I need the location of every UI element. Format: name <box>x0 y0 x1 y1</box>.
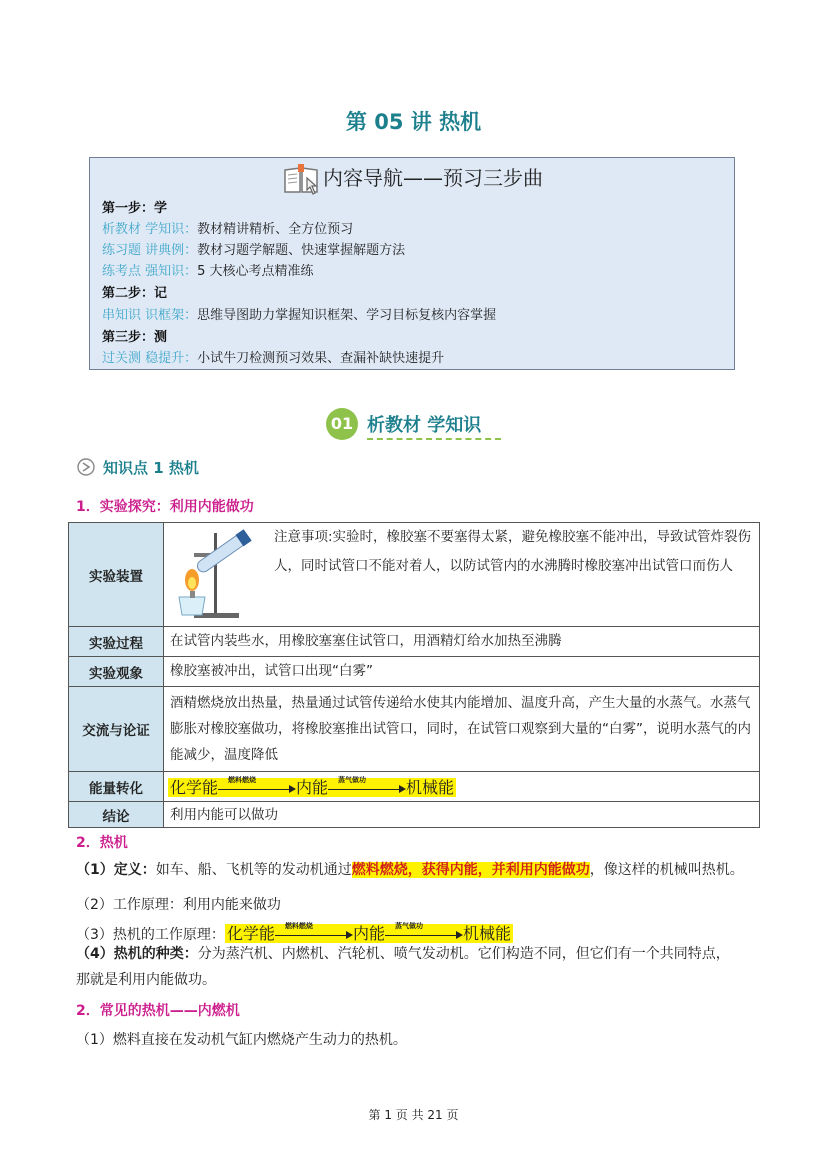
knowledge-point-text: 知识点 1 热机 <box>103 459 199 477</box>
chain-arrow-icon <box>218 775 296 796</box>
table-value: 利用内能可以做功 <box>164 802 760 828</box>
chain-arrow-label: 燃料燃烧 <box>228 775 257 784</box>
book-pointer-icon <box>283 164 321 196</box>
table-label: 实验装置 <box>69 523 164 627</box>
chain-arrow-label: 蒸气做功 <box>394 921 423 930</box>
principle-chain-line <box>76 921 513 944</box>
chain-arrow-icon <box>385 921 463 942</box>
nav-line-1-text: 教材精讲精析、全方位预习 <box>197 222 354 237</box>
chain-mechanical: 机械能 <box>406 778 455 797</box>
nav-step-1: 第一步：学 <box>102 201 168 216</box>
table-cell <box>164 523 760 627</box>
nav-line-3-text: 5 大核心考点精准练 <box>197 264 314 279</box>
types-text-1: 分为蒸汽机、内燃机、汽轮机、喷气发动机。它们构造不同，但它们有一个共同特点， <box>197 946 730 962</box>
table-label: 交流与论证 <box>69 687 164 772</box>
ice-text: （1）燃料直接在发动机气缸内燃烧产生动力的热机。 <box>76 1032 407 1048</box>
types-line <box>76 943 730 963</box>
nav-line-4 <box>102 305 496 326</box>
chain-arrow-icon <box>275 921 353 942</box>
chain-mechanical: 机械能 <box>462 924 511 943</box>
knowledge-point-heading <box>77 457 199 478</box>
nav-line-3 <box>102 261 314 282</box>
table-row <box>69 523 760 627</box>
nav-heading <box>90 162 736 196</box>
page-footer: 第 1 页 共 21 页 <box>368 1108 459 1122</box>
table-value: 橡胶塞被冲出，试管口出现“白雾” <box>164 657 760 687</box>
experiment-table <box>68 522 760 828</box>
chain-internal: 内能 <box>352 924 385 943</box>
table-row <box>69 657 760 687</box>
chain-chemical: 化学能 <box>226 924 275 943</box>
nav-heading-text: 内容导航——预习三步曲 <box>323 166 543 190</box>
principle-chain-label: （3）热机的工作原理： <box>76 927 225 943</box>
nav-line-3-key: 练考点 强知识： <box>102 264 198 279</box>
nav-line-5-text: 小试牛刀检测预习效果、查漏补缺快速提升 <box>197 351 445 366</box>
ice-heading: 2．常见的热机——内燃机 <box>76 1003 240 1019</box>
types-line-2: 那就是利用内能做功。 <box>76 972 216 988</box>
table-value: 在试管内装些水，用橡胶塞塞住试管口，用酒精灯给水加热至沸腾 <box>164 627 760 657</box>
principle-line: （2）工作原理：利用内能来做功 <box>76 897 281 913</box>
table-label: 结论 <box>69 802 164 828</box>
heat-engine-heading: 2．热机 <box>76 835 128 851</box>
energy-chain <box>168 775 456 797</box>
nav-line-2 <box>102 240 405 261</box>
nav-line-1 <box>102 219 353 240</box>
test-tube-apparatus-illustration <box>164 525 264 625</box>
section-underline <box>367 438 501 440</box>
types-label: （4）热机的种类： <box>76 946 198 962</box>
chain-arrow-label: 蒸气做功 <box>338 775 367 784</box>
nav-step-2: 第二步：记 <box>102 286 168 301</box>
definition-label: （1）定义： <box>76 862 156 878</box>
energy-chain <box>225 921 513 943</box>
chain-internal: 内能 <box>296 778 329 797</box>
chain-arrow-icon <box>328 775 406 796</box>
chain-chemical: 化学能 <box>170 778 219 797</box>
energy-chain-cell <box>164 772 760 802</box>
experiment-heading: 1．实验探究：利用内能做功 <box>76 499 254 515</box>
table-value: 酒精燃烧放出热量，热量通过试管传递给水使其内能增加、温度升高，产生大量的水蒸气。水蒸气膨胀对橡胶塞做功，将橡胶塞推出试管口，同时，在试管口观察到大量的“白雾”，说明水蒸气的内能减少，温度降低 <box>164 687 760 772</box>
table-row <box>69 687 760 772</box>
nav-line-5 <box>102 348 444 369</box>
nav-line-4-key: 串知识 识框架： <box>102 308 198 323</box>
nav-line-4-text: 思维导图助力掌握知识框架、学习目标复核内容掌握 <box>197 308 497 323</box>
page-title: 第 05 讲 热机 <box>345 110 482 134</box>
section-number: 01 <box>326 408 358 440</box>
content-navigation-box <box>89 157 735 370</box>
nav-line-2-text: 教材习题学解题、快速掌握解题方法 <box>197 243 406 258</box>
definition-line <box>76 859 744 879</box>
chain-arrow-label: 燃料燃烧 <box>284 921 313 930</box>
table-label: 能量转化 <box>69 772 164 802</box>
section-badge <box>326 408 506 440</box>
table-row <box>69 802 760 828</box>
nav-line-1-key: 析教材 学知识： <box>102 222 198 237</box>
table-row <box>69 772 760 802</box>
nav-line-2-key: 练习题 讲典例： <box>102 243 198 258</box>
definition-text-1: 如车、船、飞机等的发动机通过 <box>155 862 352 878</box>
table-label: 实验过程 <box>69 627 164 657</box>
definition-highlight: 燃料燃烧，获得内能，并利用内能做功 <box>351 862 590 878</box>
table-value: 注意事项:实验时，橡胶塞不要塞得太紧，避免橡胶塞不能冲出，导致试管炸裂伤人，同时试管口不能对着人，以防试管内的水沸腾时橡胶塞冲出试管口而伤人 <box>274 529 752 574</box>
section-label: 析教材 学知识 <box>367 415 482 436</box>
definition-text-2: ，像这样的机械叫热机。 <box>589 862 744 878</box>
table-row <box>69 627 760 657</box>
table-label: 实验观象 <box>69 657 164 687</box>
nav-step-3: 第三步：测 <box>102 330 168 345</box>
arrow-circle-icon <box>77 458 95 476</box>
nav-line-5-key: 过关测 稳提升： <box>102 351 198 366</box>
